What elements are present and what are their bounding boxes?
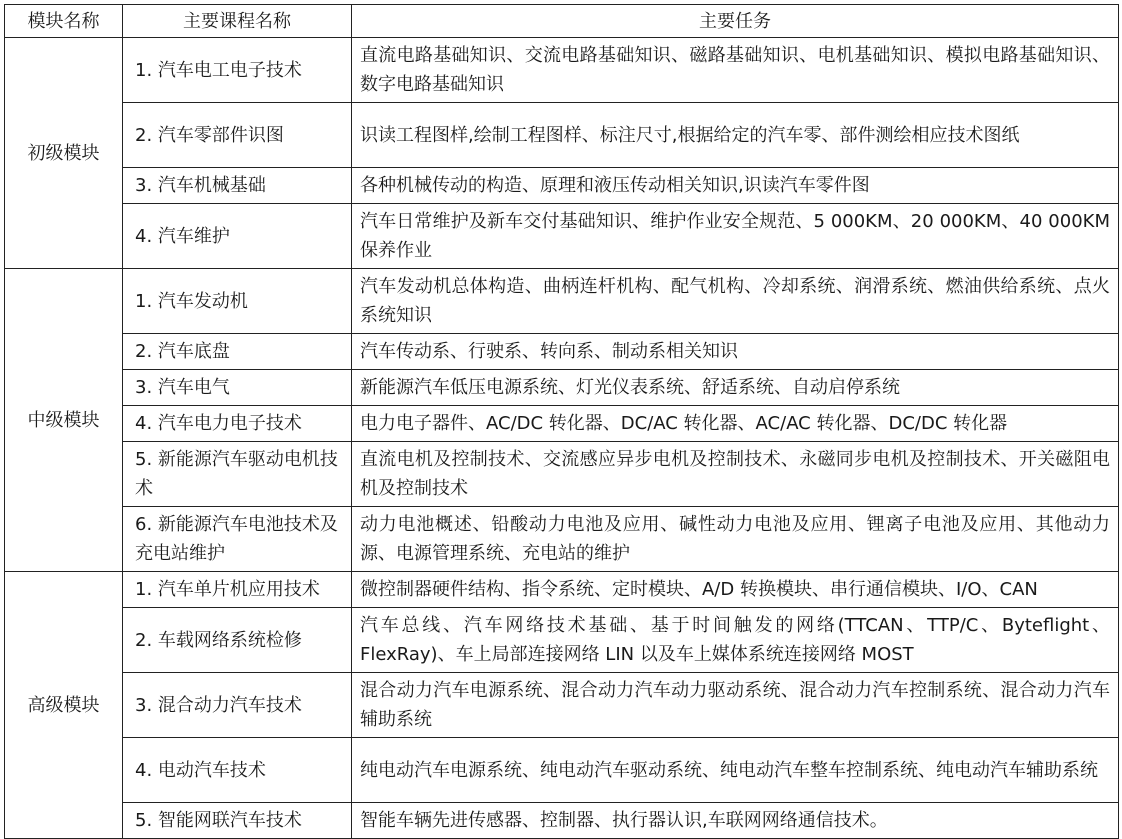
course-task: 混合动力汽车电源系统、混合动力汽车动力驱动系统、混合动力汽车控制系统、混合动力汽车辅助系统 [352, 673, 1119, 738]
table-row [5, 334, 1119, 370]
course-task: 各种机械传动的构造、原理和液压传动相关知识,识读汽车零件图 [352, 168, 1119, 204]
course-task: 直流电路基础知识、交流电路基础知识、磁路基础知识、电机基础知识、模拟电路基础知识、数字电路基础知识 [352, 38, 1119, 103]
course-name: 1. 汽车单片机应用技术 [123, 572, 352, 608]
course-task: 直流电机及控制技术、交流感应异步电机及控制技术、永磁同步电机及控制技术、开关磁阻电机及控制技术 [352, 442, 1119, 507]
table-row [5, 572, 1119, 608]
table-row [5, 406, 1119, 442]
course-name: 4. 电动汽车技术 [123, 738, 352, 803]
header-course: 主要课程名称 [123, 5, 352, 38]
course-task: 智能车辆先进传感器、控制器、执行器认识,车联网网络通信技术。 [352, 803, 1119, 839]
course-name: 2. 汽车零部件识图 [123, 103, 352, 168]
course-name: 2. 车载网络系统检修 [123, 608, 352, 673]
table-row [5, 370, 1119, 406]
table-row [5, 673, 1119, 738]
course-task: 识读工程图样,绘制工程图样、标注尺寸,根据给定的汽车零、部件测绘相应技术图纸 [352, 103, 1119, 168]
course-task: 汽车发动机总体构造、曲柄连杆机构、配气机构、冷却系统、润滑系统、燃油供给系统、点火系统知识 [352, 269, 1119, 334]
module-name: 高级模块 [5, 572, 123, 839]
table-row [5, 608, 1119, 673]
course-name: 4. 汽车电力电子技术 [123, 406, 352, 442]
header-row [5, 5, 1119, 38]
course-name: 3. 汽车机械基础 [123, 168, 352, 204]
curriculum-table [4, 4, 1119, 839]
course-task: 动力电池概述、铅酸动力电池及应用、碱性动力电池及应用、锂离子电池及应用、其他动力源、电源管理系统、充电站的维护 [352, 507, 1119, 572]
course-name: 4. 汽车维护 [123, 204, 352, 269]
course-task: 汽车传动系、行驶系、转向系、制动系相关知识 [352, 334, 1119, 370]
course-task: 纯电动汽车电源系统、纯电动汽车驱动系统、纯电动汽车整车控制系统、纯电动汽车辅助系统 [352, 738, 1119, 803]
table-row [5, 103, 1119, 168]
course-task: 汽车日常维护及新车交付基础知识、维护作业安全规范、5 000KM、20 000KM、40 000KM保养作业 [352, 204, 1119, 269]
module-name: 中级模块 [5, 269, 123, 572]
table-row [5, 38, 1119, 103]
table-row [5, 738, 1119, 803]
course-task: 新能源汽车低压电源系统、灯光仪表系统、舒适系统、自动启停系统 [352, 370, 1119, 406]
table-row [5, 168, 1119, 204]
course-name: 3. 混合动力汽车技术 [123, 673, 352, 738]
course-name: 2. 汽车底盘 [123, 334, 352, 370]
table-row [5, 507, 1119, 572]
module-name: 初级模块 [5, 38, 123, 269]
course-task: 电力电子器件、AC/DC 转化器、DC/AC 转化器、AC/AC 转化器、DC/DC 转化器 [352, 406, 1119, 442]
course-name: 5. 智能网联汽车技术 [123, 803, 352, 839]
table-row [5, 204, 1119, 269]
course-name: 1. 汽车电工电子技术 [123, 38, 352, 103]
course-name: 3. 汽车电气 [123, 370, 352, 406]
course-name: 1. 汽车发动机 [123, 269, 352, 334]
course-task: 微控制器硬件结构、指令系统、定时模块、A/D 转换模块、串行通信模块、I/O、CAN [352, 572, 1119, 608]
course-name: 6. 新能源汽车电池技术及充电站维护 [123, 507, 352, 572]
table-row [5, 442, 1119, 507]
header-task: 主要任务 [352, 5, 1119, 38]
course-task: 汽车总线、汽车网络技术基础、基于时间触发的网络(TTCAN、TTP/C、Byteflight、FlexRay)、车上局部连接网络 LIN 以及车上媒体系统连接网络 MOST [352, 608, 1119, 673]
table-row [5, 803, 1119, 839]
course-name: 5. 新能源汽车驱动电机技术 [123, 442, 352, 507]
header-module: 模块名称 [5, 5, 123, 38]
table-row [5, 269, 1119, 334]
